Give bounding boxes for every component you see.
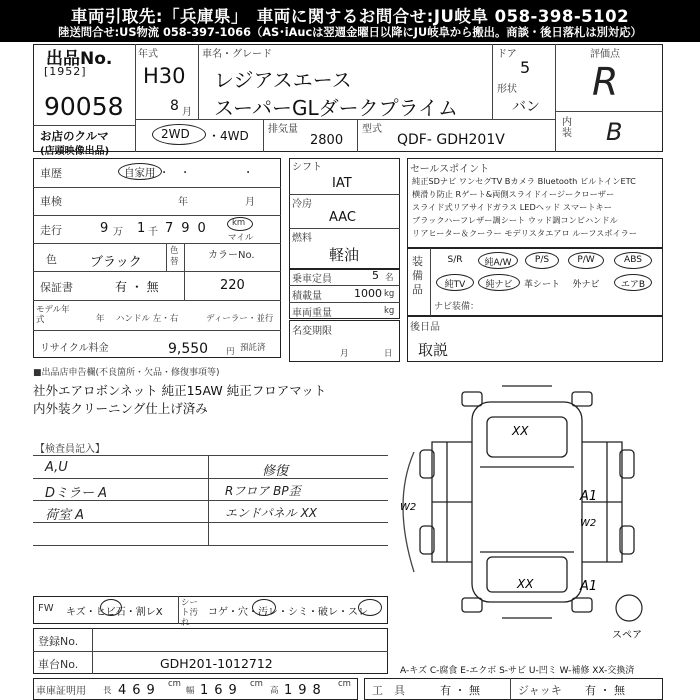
inspector-note: Rフロア BP歪 bbox=[225, 484, 301, 498]
equip-ext-navi: 外ナビ bbox=[572, 280, 600, 290]
recycle-label: リサイクル料金 bbox=[40, 343, 109, 354]
seat-label: 乗車定員 bbox=[292, 274, 332, 285]
year-label: 年式 bbox=[138, 49, 158, 60]
weight-unit: kg bbox=[384, 306, 395, 316]
fuel-label: 燃料 bbox=[292, 233, 312, 244]
model-year-label: モデル年式 bbox=[36, 305, 70, 325]
store-sub: (店頭映像出品) bbox=[40, 146, 110, 157]
height-unit: cm bbox=[338, 679, 351, 689]
height-label: 高 bbox=[270, 686, 279, 696]
length-value: 469 bbox=[118, 683, 161, 698]
car-grade: スーパーGLダークプライム bbox=[214, 96, 459, 120]
mileage-sen: 1 bbox=[137, 221, 146, 236]
cool-value: AAC bbox=[329, 210, 356, 225]
km-unit: km bbox=[232, 218, 246, 228]
width-unit: cm bbox=[250, 679, 263, 689]
fw-label: FW bbox=[38, 603, 54, 614]
interior-label: 内装 bbox=[562, 117, 572, 139]
fw-seat-circle bbox=[252, 599, 276, 616]
header-banner bbox=[0, 0, 700, 42]
disp-label: 排気量 bbox=[268, 124, 298, 135]
damage-legend: A-キズ C-腐食 E-エクボ S-サビ U-凹ミ W-補修 XX-交換済 bbox=[400, 666, 635, 676]
drive-4wd: ・4WD bbox=[208, 129, 249, 143]
mileage-man: 9 bbox=[100, 221, 109, 236]
header-line-2: 陸送問合せ:US物流 058-397-1066（AS･iAucは翌週金曜日以降にJU岐阜から搬出。商談・後日落札は別対応） bbox=[58, 26, 642, 39]
mileage-rest: 790 bbox=[165, 221, 214, 236]
usage-options: 自家用 ・ ・ ・ bbox=[124, 167, 254, 179]
warranty-label: 保証書 bbox=[40, 281, 73, 294]
lot-label: 出品No. bbox=[46, 49, 113, 69]
sales-line: 純正SDナビ ワンセグTV Bカメラ Bluetooth ビルトインETC bbox=[412, 176, 636, 186]
equip-ps: P/S bbox=[534, 255, 550, 265]
notes-line: 内外装クリーニング仕上げ済み bbox=[33, 401, 208, 416]
model-year-unit: 年 bbox=[96, 314, 105, 324]
fw-items: キズ・ヒビ石・割レX bbox=[66, 607, 163, 618]
shape-label: 形状 bbox=[497, 84, 517, 95]
length-label: 長 bbox=[103, 686, 112, 696]
diagram-mark: A1 bbox=[580, 489, 598, 504]
docs-value: 取説 bbox=[418, 341, 449, 359]
color-value: ブラック bbox=[90, 255, 142, 270]
color-label: 色 bbox=[46, 253, 57, 266]
equipment-label: 装備品 bbox=[412, 255, 423, 296]
diagram-mark: W2 bbox=[400, 502, 417, 513]
chassis-value: GDH201-1012712 bbox=[160, 656, 273, 671]
grade-value: R bbox=[592, 60, 619, 104]
inspector-note: 荷室 A bbox=[45, 508, 85, 523]
inspector-note: エンドパネル XX bbox=[225, 506, 318, 520]
name-label: 車名・グレード bbox=[202, 49, 272, 60]
inspector-note: Dミラー A bbox=[45, 486, 108, 501]
fw-seat-label: シート汚れ bbox=[181, 598, 199, 628]
model-label: 型式 bbox=[362, 124, 382, 135]
color-change-label: 色替 bbox=[170, 246, 179, 267]
doors-value: 5 bbox=[520, 58, 531, 77]
year-value: H30 bbox=[143, 64, 186, 88]
reg-label: 登録No. bbox=[38, 635, 79, 648]
inspect-label: 車検 bbox=[40, 195, 62, 208]
width-value: 169 bbox=[200, 683, 243, 698]
diagram-mark: XX bbox=[512, 424, 529, 438]
equip-sr: S/R bbox=[447, 255, 463, 265]
lot-sub: [1952] bbox=[44, 65, 87, 78]
inspector-label: 【検査員記入】 bbox=[35, 444, 105, 455]
jack-label: ジャッキ bbox=[518, 684, 562, 697]
model-code: QDF- GDH201V bbox=[397, 132, 505, 148]
mileage-label: 走行 bbox=[40, 224, 62, 237]
fw-circle bbox=[100, 599, 122, 616]
equip-tv: 純TV bbox=[444, 280, 466, 290]
recycle-sub: 預託済 bbox=[240, 343, 266, 353]
jack-options: 有 ・ 無 bbox=[585, 684, 625, 697]
diagram-mark: XX bbox=[517, 577, 534, 591]
notes-label: ■出品店申告欄(不良箇所・欠品・修復事項等) bbox=[33, 368, 220, 378]
equip-aw: 純A/W bbox=[484, 258, 512, 268]
month-unit: 月 bbox=[182, 107, 192, 118]
recycle-unit: 円 bbox=[226, 347, 235, 357]
change-month: 月 bbox=[340, 349, 349, 359]
sales-line: 横滑り防止 Rゲート&両側スライドイージークローザー bbox=[412, 189, 615, 199]
load-label: 積載量 bbox=[292, 291, 322, 302]
length-unit: cm bbox=[168, 679, 181, 689]
doors-label: ドア bbox=[497, 49, 517, 60]
load-unit: kg bbox=[384, 289, 395, 299]
equip-abs: ABS bbox=[624, 255, 642, 265]
width-label: 幅 bbox=[186, 686, 195, 696]
recycle-value: 9,550 bbox=[168, 341, 209, 357]
diagram-mark: W2 bbox=[580, 518, 597, 529]
grade-label: 評価点 bbox=[590, 49, 620, 60]
tool-label: 工 具 bbox=[372, 684, 405, 697]
drive-2wd: 2WD bbox=[161, 127, 190, 141]
car-name: レジアスエース bbox=[214, 68, 352, 92]
height-value: 198 bbox=[284, 683, 327, 698]
docs-label: 後日品 bbox=[410, 322, 440, 333]
tool-options: 有 ・ 無 bbox=[440, 684, 480, 697]
inspector-repair: 修復 bbox=[262, 464, 289, 479]
inspect-month-unit: 月 bbox=[245, 197, 255, 208]
mile-unit: マイル bbox=[228, 233, 254, 243]
cert-label: 車庫証明用 bbox=[36, 686, 86, 697]
warranty-options: 有 ・ 無 bbox=[115, 280, 159, 294]
shift-value: IAT bbox=[332, 176, 352, 191]
inspector-note: A,U bbox=[45, 460, 68, 475]
change-label: 名変期限 bbox=[292, 326, 332, 337]
fw-seat-circle-2 bbox=[358, 599, 382, 616]
navi-label: ナビ装備： bbox=[434, 302, 480, 312]
equip-leather: 革シート bbox=[523, 280, 560, 290]
equip-airbag: エアB bbox=[620, 280, 646, 290]
chassis-label: 車台No. bbox=[38, 658, 79, 671]
header-line-1: 車両引取先:「兵庫県」 車両に関するお問合せ:JU岐阜 058-398-5102 bbox=[70, 7, 630, 26]
shift-label: シフト bbox=[292, 162, 322, 173]
color-no-label: カラーNo. bbox=[208, 250, 255, 261]
spare-label: スペア bbox=[612, 630, 642, 641]
shape-value: バン bbox=[512, 99, 540, 115]
change-day: 日 bbox=[384, 349, 393, 359]
seat-unit: 名 bbox=[385, 273, 394, 283]
handle-label: ハンドル 左・右 bbox=[116, 314, 179, 324]
inspect-year-unit: 年 bbox=[178, 197, 188, 208]
equip-pw: P/W bbox=[577, 255, 595, 265]
spare-tire-icon bbox=[616, 595, 642, 621]
sales-line: リアヒーター＆クーラー モデリスタエアロ ルーフスポイラー bbox=[412, 228, 638, 238]
sales-line: スライド式リアサイドガラス LEDヘッド スマートキー bbox=[412, 202, 612, 212]
equip-navi: 純ナビ bbox=[485, 280, 513, 290]
displacement: 2800 bbox=[310, 133, 344, 148]
lot-number: 90058 bbox=[44, 92, 124, 121]
cool-label: 冷房 bbox=[292, 199, 312, 210]
notes-line: 社外エアロボンネット 純正15AW 純正フロアマット bbox=[33, 383, 327, 398]
sales-label: セールスポイント bbox=[410, 164, 490, 175]
dealer-label: ディーラー・並行 bbox=[206, 314, 274, 324]
seat-value: 5 bbox=[372, 269, 379, 282]
month-value: 8 bbox=[170, 98, 179, 114]
weight-label: 車両重量 bbox=[292, 308, 332, 319]
color-no-value: 220 bbox=[220, 278, 245, 293]
usage-label: 車歴 bbox=[40, 167, 62, 180]
fuel-value: 軽油 bbox=[329, 246, 360, 264]
sales-line: ブラックハーフレザー調シート ウッド調コンビハンドル bbox=[412, 215, 618, 225]
load-value: 1000 bbox=[354, 287, 382, 300]
mileage-man-unit: 万 bbox=[113, 227, 123, 238]
fw-seat-items: コゲ・穴・汚レ・シミ・破レ・スレ bbox=[208, 607, 368, 618]
interior-value: B bbox=[606, 118, 623, 146]
mileage-sen-unit: 千 bbox=[148, 227, 158, 238]
store-label: お店のクルマ bbox=[40, 129, 109, 143]
car-diagram bbox=[392, 372, 682, 642]
diagram-mark: A1 bbox=[580, 579, 598, 594]
